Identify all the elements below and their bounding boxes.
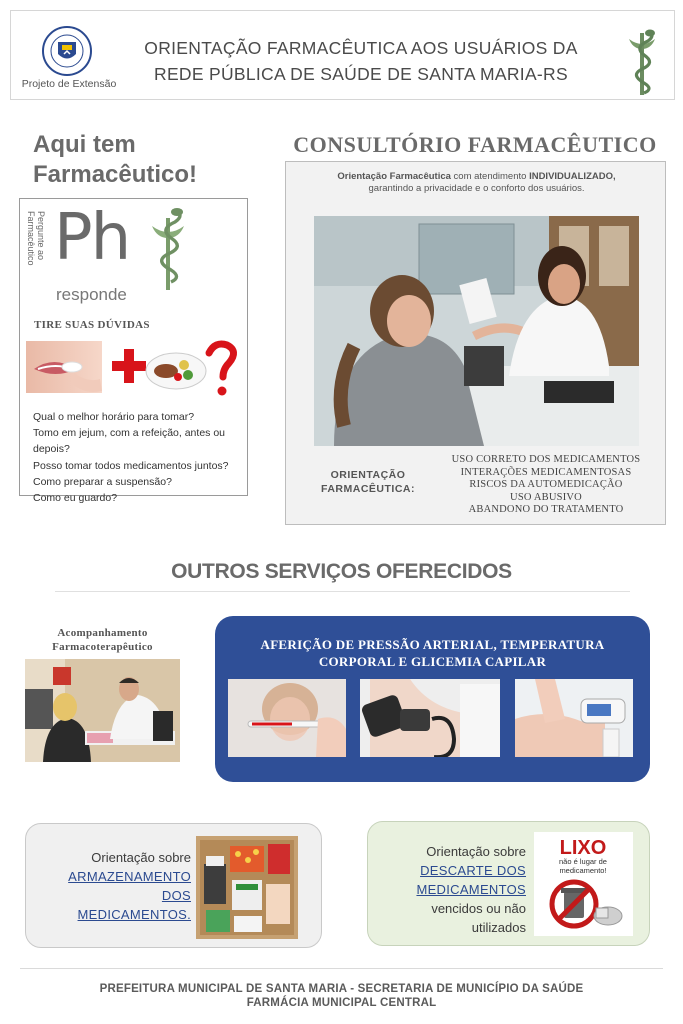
bowl-of-hygieia-icon (148, 204, 188, 294)
thermometer-photo (228, 679, 346, 757)
consultorio-subtitle (294, 171, 659, 195)
title-line-2: REDE PÚBLICA DE SAÚDE DE SANTA MARIA-RS (154, 64, 568, 84)
lixo-sign (534, 832, 633, 936)
afericao-title (225, 636, 640, 670)
acompanhamento-photo (25, 659, 180, 762)
list-item: ABANDONO DO TRATAMENTO (468, 504, 624, 515)
descarte-link: DESCARTE DOS (420, 863, 526, 878)
blood-pressure-photo (360, 679, 500, 757)
divider (20, 968, 663, 969)
footer-line-1: PREFEITURA MUNICIPAL DE SANTA MARIA - SECRETARIA DE MUNICÍPIO DA SAÚDE (99, 983, 584, 995)
page-title (121, 35, 601, 87)
footer-line-2: FARMÁCIA MUNICIPAL CENTRAL (246, 997, 437, 1009)
bowl-of-hygieia-icon (623, 27, 661, 99)
descarte-suffix: vencidos ou não utilizados (431, 901, 526, 935)
armazenamento-text (36, 848, 191, 924)
orientacao-label (298, 468, 438, 496)
list-item: INTERAÇÕES MEDICAMENTOSAS (460, 466, 632, 478)
list-item: Posso tomar todos medicamentos juntos? (33, 459, 229, 472)
orient-label-line-1: ORIENTAÇÃO (330, 469, 406, 481)
orientacao-list (446, 454, 646, 517)
acompanhamento-title (25, 626, 180, 654)
tire-duvidas-label: TIRE SUAS DÚVIDAS (34, 319, 150, 331)
lixo-sub-2: medicamento! (559, 866, 607, 875)
ph-logo-text: Ph (54, 201, 130, 275)
acomp-line-1: Acompanhamento (57, 627, 148, 639)
sub-bold-2: INDIVIDUALIZADO, (529, 171, 616, 182)
sub-line-2: garantindo a privacidade e o conforto dos usuários. (368, 183, 585, 194)
acomp-line-2: Farmacoterapêutico (52, 641, 153, 653)
ph-responde-text: responde (56, 285, 127, 304)
list-item: Qual o melhor horário para tomar? (33, 411, 195, 423)
list-item: USO ABUSIVO (510, 491, 582, 503)
list-item: Tomo em jejum, com a refeição, antes ou depois? (33, 427, 226, 456)
ph-vertical-label: Pergunte ao Farmacêutico (26, 211, 46, 266)
list-item: Como preparar a suspensão? (33, 475, 172, 488)
list-item: USO CORRETO DOS MEDICAMENTOS (451, 454, 641, 465)
footer (20, 982, 663, 1010)
armazenamento-prefix: Orientação sobre (91, 850, 191, 865)
question-list (33, 409, 245, 506)
list-item: RISCOS DA AUTOMEDICAÇÃO (469, 479, 623, 490)
list-item: Como eu guardo? (33, 492, 118, 505)
descarte-text (374, 842, 526, 937)
aqui-tem-headline (33, 130, 253, 190)
descarte-card (367, 821, 650, 946)
afericao-line-2: CORPORAL E GLICEMIA CAPILAR (318, 654, 547, 669)
glucose-meter-photo (515, 679, 633, 757)
sub-bold-1: Orientação Farmacêutica (337, 171, 451, 182)
consultorio-card (285, 161, 666, 525)
descarte-prefix: Orientação sobre (426, 844, 526, 859)
headline-line-2: Farmacêutico! (33, 161, 198, 188)
outros-servicos-title: OUTROS SERVIÇOS OFERECIDOS (171, 560, 512, 583)
armazenamento-card (25, 823, 322, 948)
consultorio-title: CONSULTÓRIO FARMACÊUTICO (293, 132, 657, 157)
pill-food-question-illustration (26, 339, 241, 399)
sub-mid: com atendimento (450, 171, 530, 182)
pharmacist-consultation-photo (314, 216, 639, 446)
headline-line-1: Aqui tem (33, 131, 136, 158)
armazenamento-link: MEDICAMENTOS. (77, 907, 191, 922)
lixo-sub-1: não é lugar de (559, 857, 607, 866)
armazenamento-link: DOS (161, 888, 191, 903)
university-seal-icon (41, 25, 93, 77)
ph-responde-card (19, 198, 248, 505)
armazenamento-link: ARMAZENAMENTO (68, 869, 191, 884)
orient-label-line-2: FARMACÊUTICA: (321, 483, 415, 495)
lixo-title: LIXO (559, 837, 607, 859)
header-banner (10, 10, 675, 100)
no-trash-icon (534, 832, 633, 936)
descarte-link: MEDICAMENTOS (416, 882, 526, 897)
afericao-card (215, 616, 650, 782)
project-label: Projeto de Extensão (21, 78, 117, 90)
title-line-1: ORIENTAÇÃO FARMACÊUTICA AOS USUÁRIOS DA (144, 38, 578, 58)
divider (55, 591, 630, 592)
medicine-box-photo (196, 836, 298, 939)
afericao-line-1: AFERIÇÃO DE PRESSÃO ARTERIAL, TEMPERATURA (260, 637, 605, 652)
